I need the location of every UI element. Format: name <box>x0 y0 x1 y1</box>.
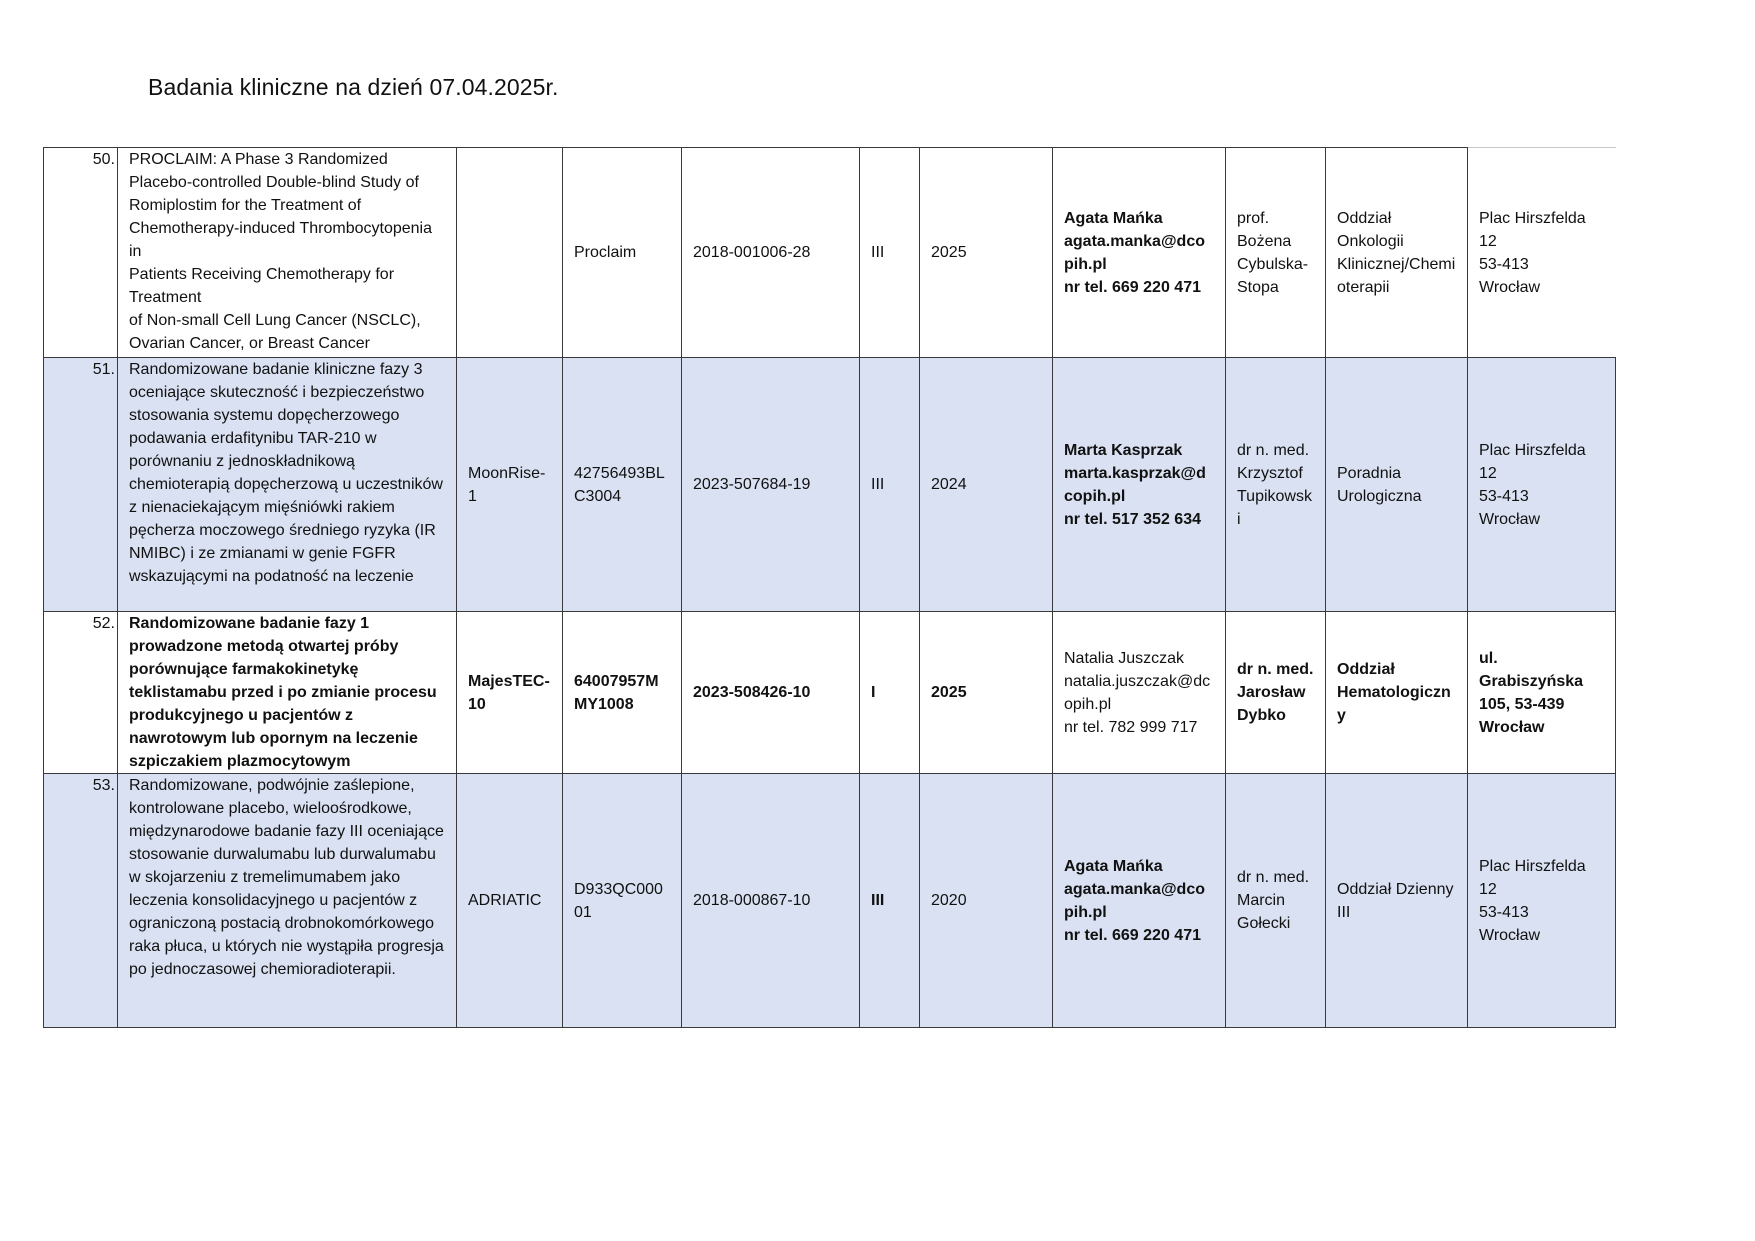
eudract-number: 2023-508426-10 <box>682 612 860 774</box>
row-number: 53. <box>44 774 118 1028</box>
study-acronym: ADRIATIC <box>457 774 563 1028</box>
study-title: Randomizowane, podwójnie zaślepione, kontrolowane placebo, wieloośrodkowe, międzynarodowe badanie fazy III oceniające stosowanie durwalumabu lub durwalumabu w skojarzeniu z tremelimumabem jako leczenia konsolidacyjnego u pacjentów z ograniczoną postacią drobnokomórkowego raka płuca, u których nie wystąpiła progresja po jednoczasowej chemioradioterapii. <box>118 774 457 1028</box>
eudract-number: 2018-001006-28 <box>682 148 860 358</box>
eudract-number: 2018-000867-10 <box>682 774 860 1028</box>
study-phase: III <box>860 148 920 358</box>
table-row <box>44 774 1616 1028</box>
coordinator-contact: Agata Mańka agata.manka@dcopih.pl nr tel. 669 220 471 <box>1053 774 1226 1028</box>
study-phase: I <box>860 612 920 774</box>
address: Plac Hirszfelda 12 53-413 Wrocław <box>1468 148 1616 358</box>
study-acronym <box>457 148 563 358</box>
table-row <box>44 148 1616 358</box>
protocol-number: Proclaim <box>563 148 682 358</box>
start-year: 2025 <box>920 612 1053 774</box>
coordinator-contact: Natalia Juszczak natalia.juszczak@dcopih.pl nr tel. 782 999 717 <box>1053 612 1226 774</box>
start-year: 2025 <box>920 148 1053 358</box>
protocol-number: 42756493BLC3004 <box>563 358 682 612</box>
row-number: 52. <box>44 612 118 774</box>
department: Oddział Dzienny III <box>1326 774 1468 1028</box>
department: Oddział Onkologii Klinicznej/Chemioterapii <box>1326 148 1468 358</box>
principal-investigator: dr n. med. Jarosław Dybko <box>1226 612 1326 774</box>
department: Poradnia Urologiczna <box>1326 358 1468 612</box>
principal-investigator: prof. Bożena Cybulska-Stopa <box>1226 148 1326 358</box>
study-phase: III <box>860 774 920 1028</box>
table-row <box>44 612 1616 774</box>
study-phase: III <box>860 358 920 612</box>
principal-investigator: dr n. med. Marcin Gołecki <box>1226 774 1326 1028</box>
protocol-number: D933QC00001 <box>563 774 682 1028</box>
study-title: Randomizowane badanie fazy 1 prowadzone metodą otwartej próby porównujące farmakokinetykę teklistamabu przed i po zmianie procesu produkcyjnego u pacjentów z nawrotowym lub opornym na leczenie szpiczakiem plazmocytowym <box>118 612 457 774</box>
row-number: 51. <box>44 358 118 612</box>
protocol-number: 64007957MMY1008 <box>563 612 682 774</box>
principal-investigator: dr n. med. Krzysztof Tupikowski <box>1226 358 1326 612</box>
start-year: 2024 <box>920 358 1053 612</box>
study-title: Randomizowane badanie kliniczne fazy 3 oceniające skuteczność i bezpieczeństwo stosowania systemu dopęcherzowego podawania erdafitynibu TAR-210 w porównaniu z jednoskładnikową chemioterapią dopęcherzową u uczestników z nienaciekającym mięśniówki rakiem pęcherza moczowego średniego ryzyka (IR NMIBC) i ze zmianami w genie FGFR wskazującymi na podatność na leczenie <box>118 358 457 612</box>
study-acronym: MoonRise-1 <box>457 358 563 612</box>
address: Plac Hirszfelda 12 53-413 Wrocław <box>1468 358 1616 612</box>
page-title: Badania kliniczne na dzień 07.04.2025r. <box>148 74 559 100</box>
clinical-trials-table <box>43 147 1616 1028</box>
department: Oddział Hematologiczny <box>1326 612 1468 774</box>
table-row <box>44 358 1616 612</box>
study-acronym: MajesTEC-10 <box>457 612 563 774</box>
coordinator-contact: Marta Kasprzak marta.kasprzak@dcopih.pl nr tel. 517 352 634 <box>1053 358 1226 612</box>
start-year: 2020 <box>920 774 1053 1028</box>
eudract-number: 2023-507684-19 <box>682 358 860 612</box>
address: ul. Grabiszyńska 105, 53-439 Wrocław <box>1468 612 1616 774</box>
address: Plac Hirszfelda 12 53-413 Wrocław <box>1468 774 1616 1028</box>
study-title: PROCLAIM: A Phase 3 Randomized Placebo-controlled Double-blind Study of Romiplostim for the Treatment of Chemotherapy-induced Thrombocytopenia in Patients Receiving Chemotherapy for Treatment of Non-small Cell Lung Cancer (NSCLC), Ovarian Cancer, or Breast Cancer <box>118 148 457 358</box>
coordinator-contact: Agata Mańka agata.manka@dcopih.pl nr tel. 669 220 471 <box>1053 148 1226 358</box>
row-number: 50. <box>44 148 118 358</box>
